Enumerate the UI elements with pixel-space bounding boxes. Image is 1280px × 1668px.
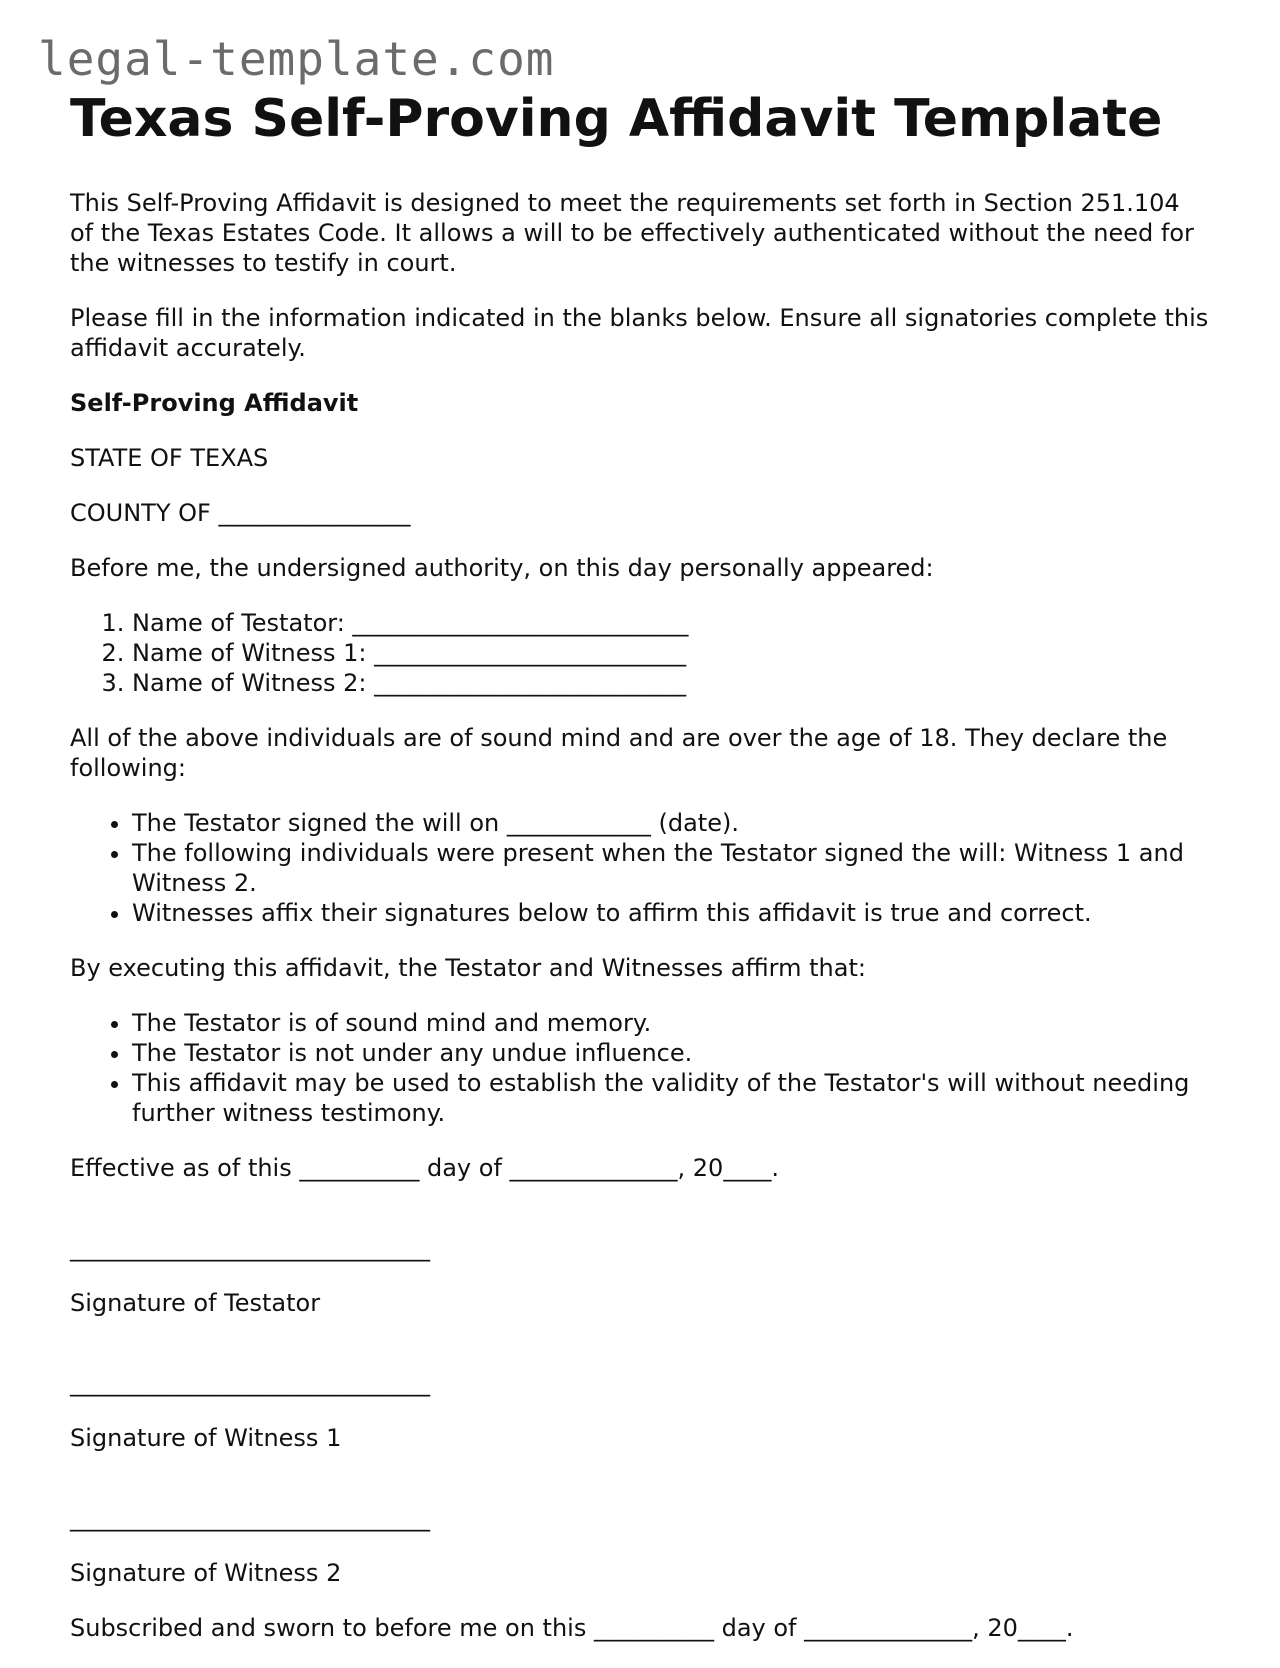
affirm-line: By executing this affidavit, the Testator and Witnesses affirm that: bbox=[70, 954, 866, 982]
list-item-declaration: • Witnesses affix their signatures below to affirm this affidavit is true and correct. bbox=[132, 898, 1210, 928]
witness-2-signature-label: Signature of Witness 2 bbox=[70, 1559, 342, 1587]
state-line: STATE OF TEXAS bbox=[70, 444, 269, 472]
persons-list bbox=[70, 608, 1210, 698]
appeared-line: Before me, the undersigned authority, on this day personally appeared: bbox=[70, 554, 934, 582]
list-item-witness-1-name: 2. Name of Witness 1: __________________________ bbox=[132, 638, 1210, 668]
section-heading: Self-Proving Affidavit bbox=[70, 389, 359, 417]
testator-signature-label: Signature of Testator bbox=[70, 1289, 321, 1317]
instructions-paragraph: Please fill in the information indicated in the blanks below. Ensure all signatories complete this affidavit accurately. bbox=[70, 304, 1209, 362]
document-title: Texas Self-Proving Affidavit Template bbox=[70, 89, 1163, 149]
declare-line: All of the above individuals are of sound mind and are over the age of 18. They declare the following: bbox=[70, 724, 1168, 782]
declarations-list bbox=[70, 808, 1210, 928]
list-item-declaration: • The following individuals were present when the Testator signed the will: Witness 1 and Witness 2. bbox=[132, 838, 1210, 898]
testator-signature-line: ______________________________ bbox=[70, 1234, 430, 1262]
effective-date-line: Effective as of this __________ day of ______________, 20____. bbox=[70, 1154, 779, 1182]
county-line: COUNTY OF ________________ bbox=[70, 499, 411, 527]
list-item-witness-2-name: 3. Name of Witness 2: __________________________ bbox=[132, 668, 1210, 698]
list-item-testator-name: 1. Name of Testator: ____________________________ bbox=[132, 608, 1210, 638]
watermark-text: legal-template.com bbox=[38, 32, 555, 86]
document-body bbox=[70, 86, 1210, 1668]
witness-2-signature-line: ______________________________ bbox=[70, 1504, 430, 1532]
list-item-affirmation: • The Testator is not under any undue influence. bbox=[132, 1038, 1210, 1068]
affirmations-list bbox=[70, 1008, 1210, 1128]
witness-1-signature-label: Signature of Witness 1 bbox=[70, 1424, 342, 1452]
intro-paragraph: This Self-Proving Affidavit is designed to meet the requirements set forth in Section 251.104 of the Texas Estates Code. It allows a will to be effectively authenticated without the need for the witnesses to testify in court. bbox=[70, 189, 1194, 277]
list-item-affirmation: • The Testator is of sound mind and memory. bbox=[132, 1008, 1210, 1038]
sworn-line: Subscribed and sworn to before me on this __________ day of ______________, 20____. bbox=[70, 1614, 1074, 1642]
list-item-affirmation: • This affidavit may be used to establish the validity of the Testator's will without needing further witness testimony. bbox=[132, 1068, 1210, 1128]
witness-1-signature-line: ______________________________ bbox=[70, 1369, 430, 1397]
list-item-declaration: • The Testator signed the will on ____________ (date). bbox=[132, 808, 1210, 838]
